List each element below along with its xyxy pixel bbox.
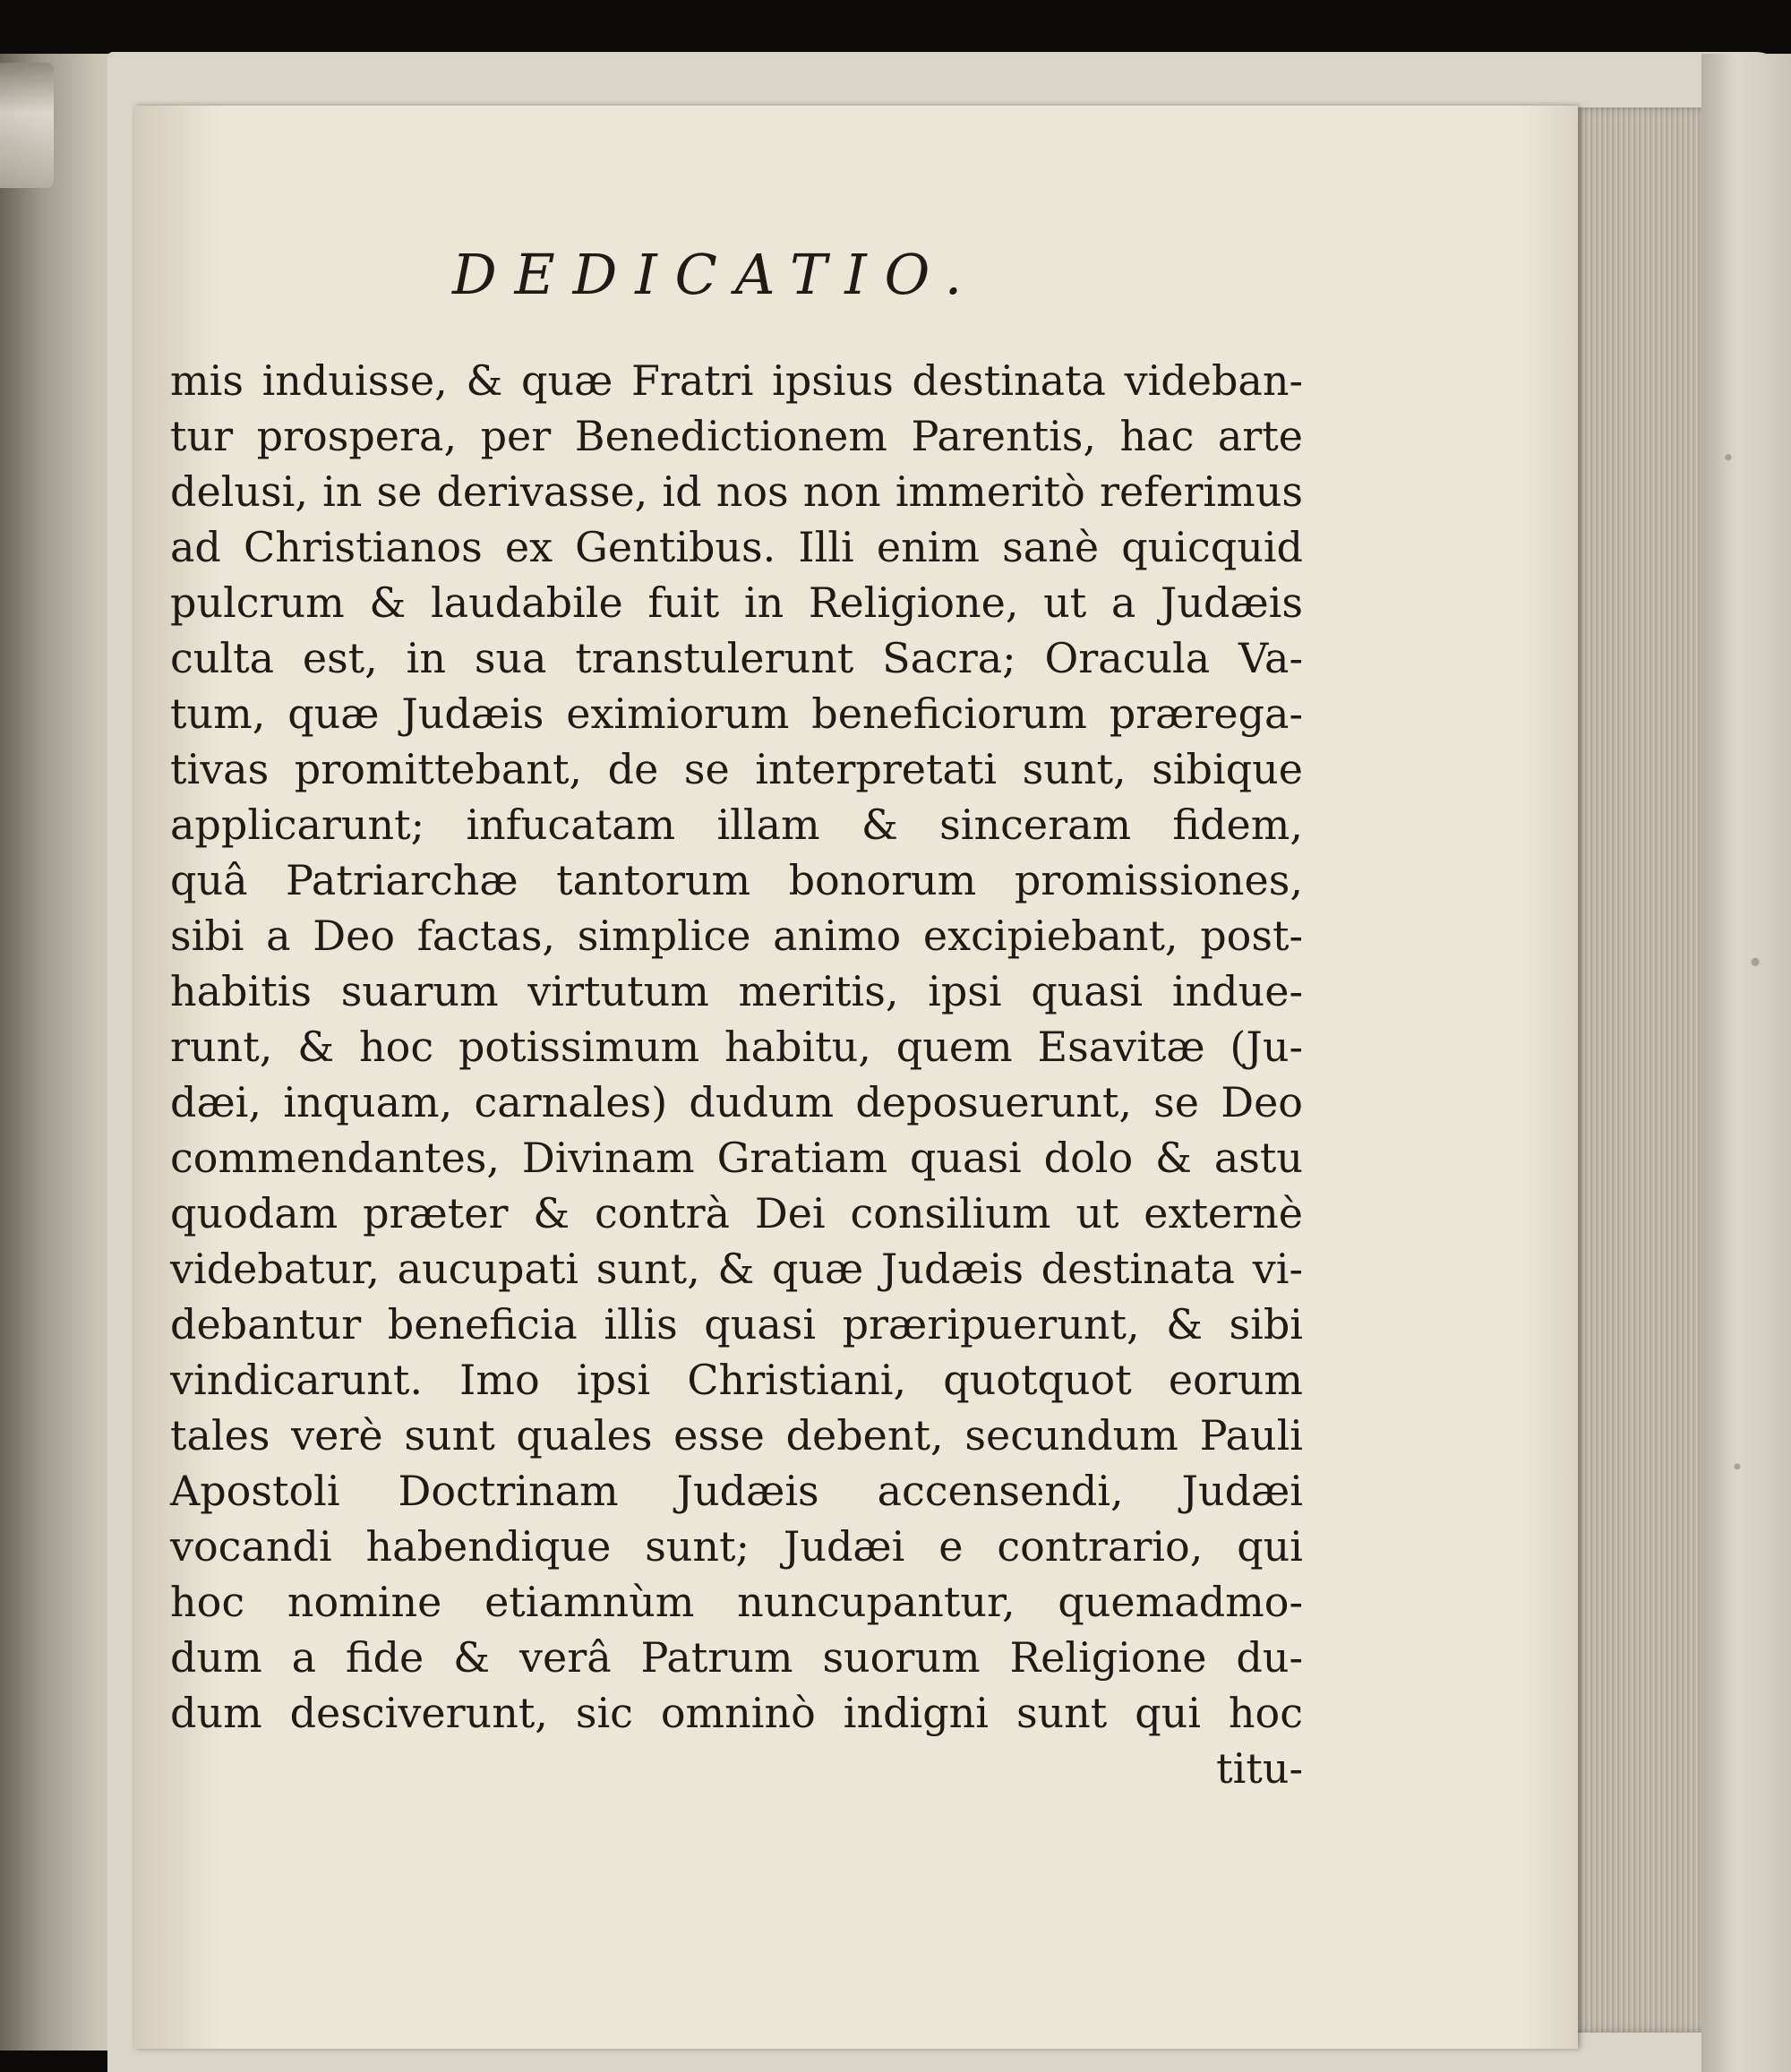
text-line: dæi, inquam, carnales) dudum deposuerunt, se Deo xyxy=(170,1078,1303,1126)
cover-turn-in xyxy=(1701,54,1791,2072)
text-line: quodam præter & contrà Dei consilium ut externè xyxy=(170,1189,1303,1237)
text-line: applicarunt; infucatam illam & sinceram fidem, xyxy=(170,801,1303,849)
text-line: habitis suarum virtutum meritis, ipsi quasi indue- xyxy=(170,967,1303,1015)
spine-band xyxy=(0,63,54,188)
text-line: tur prospera, per Benedictionem Parentis, hac arte xyxy=(170,412,1303,460)
text-line: dum a fide & verâ Patrum suorum Religione du- xyxy=(170,1633,1303,1682)
text-line: Apostoli Doctrinam Judæis accensendi, Judæi xyxy=(170,1467,1303,1515)
catchword: titu- xyxy=(1216,1744,1303,1793)
text-line: delusi, in se derivasse, id nos non immeritò referimus xyxy=(170,467,1303,516)
text-line: hoc nomine etiamnùm nuncupantur, quemadmo- xyxy=(170,1578,1303,1626)
text-line: runt, & hoc potissimum habitu, quem Esavitæ (Ju- xyxy=(170,1023,1303,1071)
page-fore-edge xyxy=(1572,107,1706,2033)
text-line: ad Christianos ex Gentibus. Illi enim sanè quicquid xyxy=(170,523,1303,571)
text-line: tum, quæ Judæis eximiorum beneficiorum prærega- xyxy=(170,689,1303,738)
text-line: sibi a Deo factas, simplice animo excipiebant, post- xyxy=(170,912,1303,960)
text-line: vindicarunt. Imo ipsi Christiani, quotquot eorum xyxy=(170,1356,1303,1404)
text-line: tales verè sunt quales esse debent, secundum Pauli xyxy=(170,1411,1303,1460)
text-line: pulcrum & laudabile fuit in Religione, ut a Judæis xyxy=(170,578,1303,627)
text-line: commendantes, Divinam Gratiam quasi dolo & astu xyxy=(170,1134,1303,1182)
text-line: mis induisse, & quæ Fratri ipsius destinata videban- xyxy=(170,356,1303,405)
text-line: videbatur, aucupati sunt, & quæ Judæis destinata vi- xyxy=(170,1245,1303,1293)
text-line: quâ Patriarchæ tantorum bonorum promissiones, xyxy=(170,856,1303,904)
text-line: culta est, in sua transtulerunt Sacra; Oracula Va- xyxy=(170,634,1303,682)
text-line: dum desciverunt, sic omninò indigni sunt qui hoc xyxy=(170,1689,1303,1737)
text-line: tivas promittebant, de se interpretati sunt, sibique xyxy=(170,745,1303,793)
text-line: debantur beneficia illis quasi præripuerunt, & sibi xyxy=(170,1300,1303,1349)
text-line: vocandi habendique sunt; Judæi e contrario, qui xyxy=(170,1522,1303,1571)
running-head: DEDICATIO. xyxy=(452,242,981,307)
